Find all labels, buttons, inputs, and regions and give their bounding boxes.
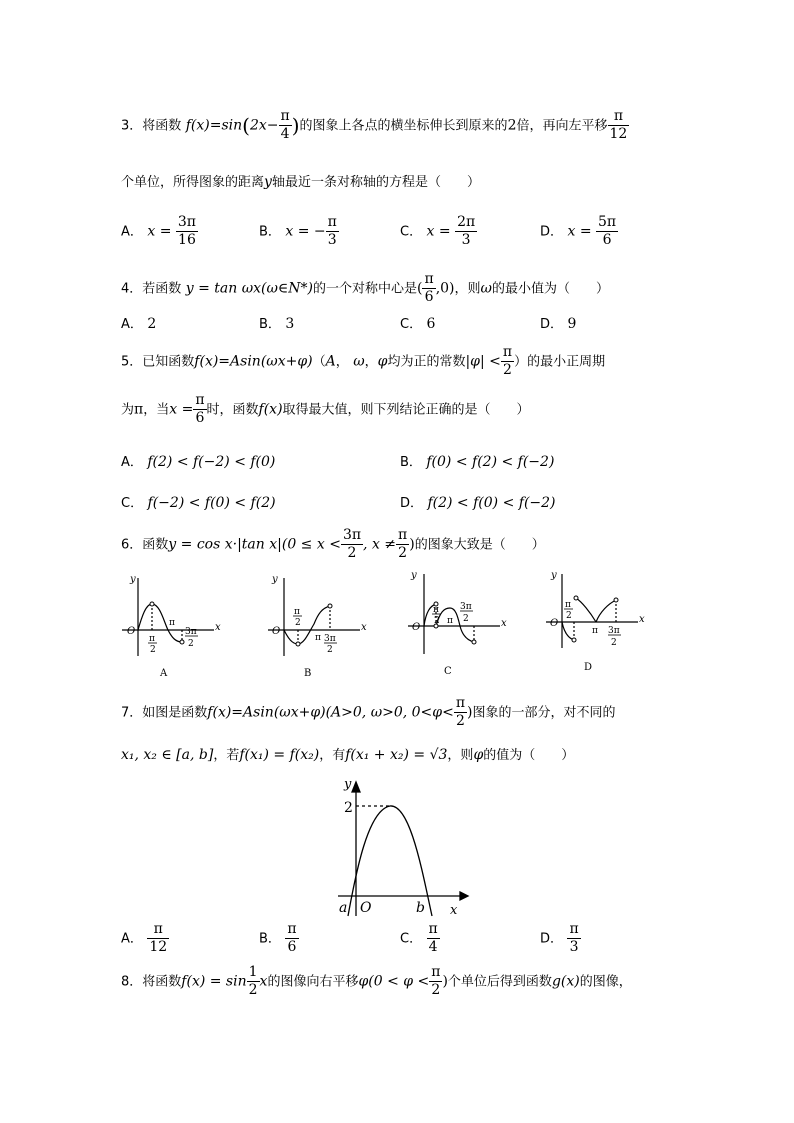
axis-y-label: y bbox=[130, 574, 136, 585]
svg-text:π: π bbox=[565, 600, 571, 610]
q4-option-a[interactable]: A． 2 bbox=[121, 316, 157, 332]
q4-option-c[interactable]: C． 6 bbox=[400, 316, 436, 332]
origin-label: O bbox=[127, 626, 136, 637]
svg-text:2: 2 bbox=[566, 611, 572, 621]
origin-label: O bbox=[272, 626, 281, 637]
svg-text:2: 2 bbox=[611, 638, 617, 648]
q8-line1: 8．将函数f(x) = sin $\frac{1}{2}$ x的图像向右平移φ(0 < φ < $\frac{\pi}{2}$ )个单位后得到函数g(x)的图像， bbox=[121, 964, 632, 998]
axis-y-label: y bbox=[344, 777, 352, 792]
svg-text:3π: 3π bbox=[324, 634, 336, 644]
q5-option-c[interactable]: C． f(−2) < f(0) < f(2) bbox=[121, 495, 276, 511]
graph-label-d: D bbox=[584, 662, 593, 673]
point-a-label: a bbox=[339, 900, 348, 916]
origin-label: O bbox=[360, 900, 372, 916]
q7-option-a[interactable]: A． $\frac{\pi}{12}$ bbox=[121, 921, 168, 955]
q8-number: 8． bbox=[121, 974, 143, 990]
axis-x-label: x bbox=[639, 614, 645, 625]
q3-line1: 3．将函数 f(x)=sin(2x− $\frac{\pi}{4}$ )的图象上各点的横坐标伸长到原来的2倍，再向左平移 $\frac{\pi}{12}$ bbox=[121, 108, 628, 142]
svg-text:2: 2 bbox=[327, 645, 333, 655]
axis-x-label: x bbox=[450, 903, 458, 918]
svg-text:2: 2 bbox=[150, 645, 156, 655]
q3-option-d[interactable]: D． x = $\frac{5\pi}{6}$ bbox=[540, 214, 617, 248]
graph-label-b: B bbox=[304, 668, 312, 679]
q4-option-b[interactable]: B． 3 bbox=[259, 316, 295, 332]
q4-number: 4． bbox=[121, 281, 143, 297]
q7-line1: 7．如图是函数f(x)=Asin(ωx+φ)(A>0, ω>0, 0<φ< $\frac{\pi}{2}$ )图象的一部分，对不同的 bbox=[121, 695, 616, 729]
axis-y-label: y bbox=[551, 570, 557, 581]
q6-graph-b[interactable] bbox=[264, 570, 376, 680]
svg-text:π: π bbox=[592, 626, 598, 636]
svg-text:2: 2 bbox=[188, 639, 194, 649]
axis-x-label: x bbox=[501, 618, 507, 629]
q5-option-a[interactable]: A． f(2) < f(−2) < f(0) bbox=[121, 454, 276, 470]
q5-number: 5． bbox=[121, 354, 143, 370]
q7-option-b[interactable]: B． $\frac{\pi}{6}$ bbox=[259, 921, 297, 955]
q3-option-b[interactable]: B． x = − $\frac{\pi}{3}$ bbox=[259, 214, 337, 248]
q6-graph-a[interactable] bbox=[118, 570, 230, 680]
svg-text:π: π bbox=[433, 605, 439, 615]
q5-option-b[interactable]: B． f(0) < f(2) < f(−2) bbox=[400, 454, 555, 470]
q6-graph-d[interactable] bbox=[542, 568, 654, 678]
point-b-label: b bbox=[416, 900, 425, 916]
svg-text:π: π bbox=[447, 616, 453, 626]
graph-label-a: A bbox=[160, 668, 168, 679]
q7-line2: x₁, x₂ ∈ [a, b]，若f(x₁) = f(x₂)，有f(x₁ + x₂) = √3，则φ的值为（ ） bbox=[121, 747, 575, 763]
axis-x-label: x bbox=[215, 622, 221, 633]
svg-text:3π: 3π bbox=[185, 627, 197, 637]
svg-text:3π: 3π bbox=[608, 626, 620, 636]
q7-option-c[interactable]: C． $\frac{\pi}{4}$ bbox=[400, 921, 438, 955]
q6-line1: 6．函数y = cos x·|tan x|(0 ≤ x < $\frac{3\pi}{2}$ , x ≠ $\frac{\pi}{2}$ )的图象大致是（ ） bbox=[121, 527, 545, 561]
svg-text:2: 2 bbox=[434, 616, 440, 626]
q3-number: 3． bbox=[121, 118, 143, 134]
q5-option-d[interactable]: D． f(2) < f(0) < f(−2) bbox=[400, 495, 556, 511]
q4-option-d[interactable]: D． 9 bbox=[540, 316, 577, 332]
axis-y-label: y bbox=[411, 570, 417, 581]
q3-option-c[interactable]: C． x = $\frac{2\pi}{3}$ bbox=[400, 214, 476, 248]
q7-number: 7． bbox=[121, 705, 143, 721]
q7-option-d[interactable]: D． $\frac{\pi}{3}$ bbox=[540, 921, 579, 955]
q5-line1: 5．已知函数f(x)=Asin(ωx+φ)（A， ω，φ均为正的常数|φ| < $\frac{\pi}{2}$ ）的最小正周期 bbox=[121, 344, 606, 378]
q6-number: 6． bbox=[121, 537, 143, 553]
q7-graph[interactable] bbox=[334, 776, 474, 920]
q3-line2: 个单位，所得图象的距离y轴最近一条对称轴的方程是（ ） bbox=[121, 174, 480, 190]
svg-text:π: π bbox=[149, 634, 155, 644]
max-value-label: 2 bbox=[344, 800, 353, 816]
axis-y-label: y bbox=[272, 574, 278, 585]
fraction: $\frac{\pi}{4}$ bbox=[280, 108, 290, 142]
svg-text:π: π bbox=[315, 633, 321, 643]
q4-line1: 4．若函数 y = tan ωx(ω∈N*)的一个对称中心是( $\frac{\pi}{6}$ ,0)，则ω的最小值为（ ） bbox=[121, 271, 609, 305]
origin-label: O bbox=[412, 622, 421, 633]
axis-x-label: x bbox=[361, 622, 367, 633]
origin-label: O bbox=[550, 618, 559, 629]
q5-line2: 为π，当x = $\frac{\pi}{6}$ 时，函数f(x)取得最大值，则下列结论正确的是（ ） bbox=[121, 392, 530, 426]
fraction: $\frac{\pi}{12}$ bbox=[609, 108, 628, 142]
svg-text:3π: 3π bbox=[460, 602, 472, 612]
q6-graph-c[interactable] bbox=[404, 568, 516, 678]
graph-label-c: C bbox=[444, 666, 452, 677]
svg-text:2: 2 bbox=[463, 614, 469, 624]
svg-text:2: 2 bbox=[295, 618, 301, 628]
q3-option-a[interactable]: A． x = $\frac{3\pi}{16}$ bbox=[121, 214, 196, 248]
svg-text:π: π bbox=[294, 607, 300, 617]
q3-func: f(x)=sin bbox=[185, 117, 243, 134]
svg-text:π: π bbox=[169, 618, 175, 628]
